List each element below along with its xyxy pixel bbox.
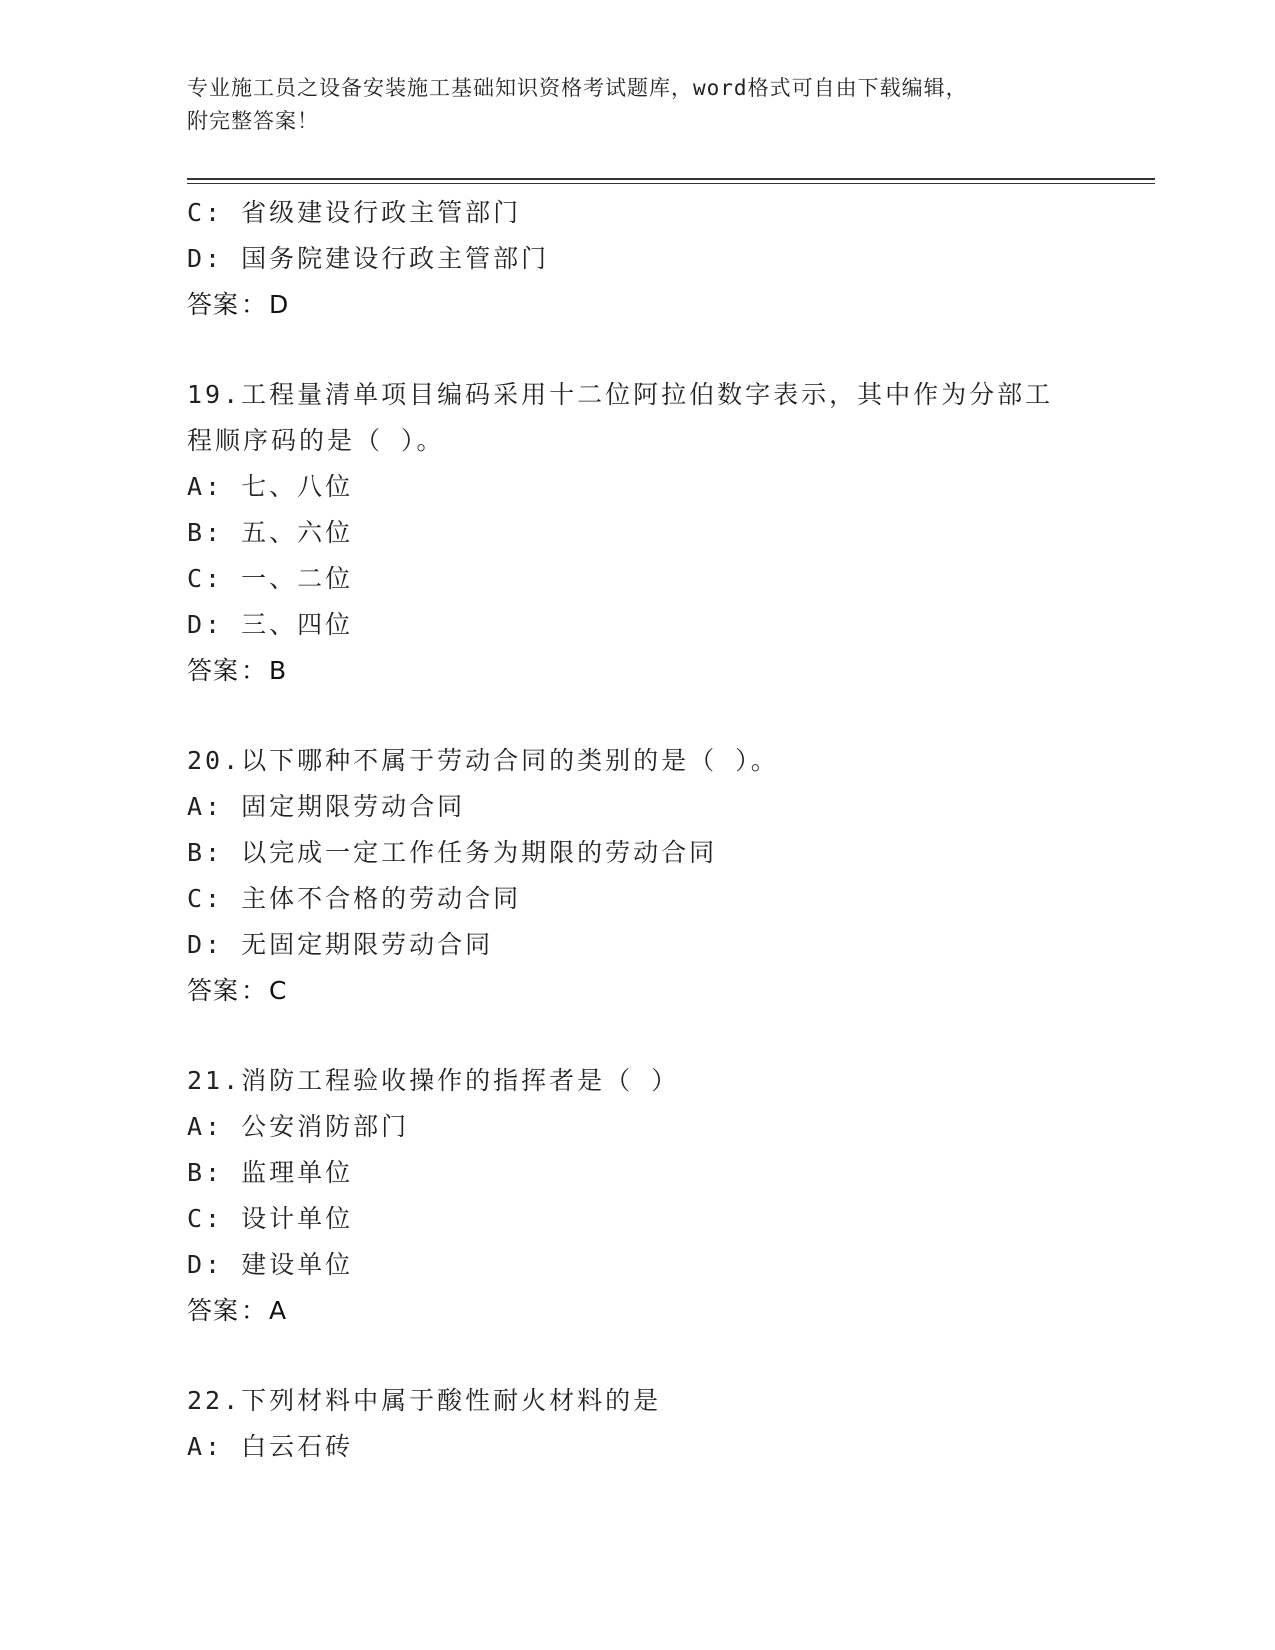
option-letter: A:: [187, 472, 224, 501]
option-c: [187, 556, 1155, 602]
option-text: 设计单位: [241, 1204, 354, 1233]
answer-value: C: [269, 976, 288, 1005]
option-text: 建设单位: [241, 1250, 354, 1279]
answer-separator: ：: [241, 976, 268, 1005]
option-letter: C:: [187, 198, 224, 227]
option-text: 省级建设行政主管部门: [241, 198, 522, 227]
option-d: [187, 1242, 1155, 1288]
option-text: 三、四位: [241, 610, 354, 639]
option-text: 固定期限劳动合同: [241, 792, 466, 821]
option-c: [187, 190, 1155, 236]
option-letter: D:: [187, 930, 224, 959]
question-text-line-1: 19.工程量清单项目编码采用十二位阿拉伯数字表示，其中作为分部工: [187, 380, 1054, 409]
answer-line: [187, 968, 1155, 1014]
option-text: 五、六位: [241, 518, 354, 547]
question-19: [187, 372, 1155, 694]
option-b: [187, 1150, 1155, 1196]
option-a: [187, 784, 1155, 830]
option-letter: C:: [187, 884, 224, 913]
option-text: 主体不合格的劳动合同: [241, 884, 522, 913]
answer-value: B: [269, 656, 288, 685]
answer-label: 答案: [187, 290, 240, 319]
option-text: 以完成一定工作任务为期限的劳动合同: [241, 838, 718, 867]
answer-separator: ：: [241, 656, 268, 685]
answer-line: [187, 648, 1155, 694]
answer-label: 答案: [187, 976, 240, 1005]
spacer: [187, 1334, 1155, 1378]
option-b: [187, 510, 1155, 556]
option-letter: B:: [187, 838, 224, 867]
option-text: 公安消防部门: [241, 1112, 410, 1141]
spacer: [187, 1014, 1155, 1058]
spacer: [187, 694, 1155, 738]
option-b: [187, 830, 1155, 876]
option-c: [187, 876, 1155, 922]
question-22: [187, 1378, 1155, 1470]
answer-value: A: [269, 1296, 288, 1325]
option-a: [187, 1424, 1155, 1470]
question-21: [187, 1058, 1155, 1334]
option-letter: A:: [187, 1112, 224, 1141]
answer-label: 答案: [187, 656, 240, 685]
answer-separator: ：: [241, 1296, 268, 1325]
option-letter: C:: [187, 1204, 224, 1233]
answer-label: 答案: [187, 1296, 240, 1325]
option-letter: A:: [187, 792, 224, 821]
header-line-1: 专业施工员之设备安装施工基础知识资格考试题库，word格式可自由下载编辑，: [187, 76, 968, 100]
spacer: [187, 328, 1155, 372]
option-d: [187, 922, 1155, 968]
option-c: [187, 1196, 1155, 1242]
answer-value: D: [269, 290, 290, 319]
option-text: 监理单位: [241, 1158, 354, 1187]
option-text: 一、二位: [241, 564, 354, 593]
question-20: [187, 738, 1155, 1014]
option-letter: D:: [187, 1250, 224, 1279]
option-letter: C:: [187, 564, 224, 593]
option-text: 七、八位: [241, 472, 354, 501]
option-a: [187, 464, 1155, 510]
question-text-line-2: 程顺序码的是（ ）。: [187, 426, 445, 455]
header-divider-thin: [187, 183, 1155, 184]
question-text-line-1: 22.下列材料中属于酸性耐火材料的是: [187, 1386, 662, 1415]
header-line-2: 附完整答案！: [187, 109, 319, 133]
option-letter: B:: [187, 1158, 224, 1187]
answer-separator: ：: [241, 290, 268, 319]
question-18: [187, 190, 1155, 328]
document-header: [187, 72, 1087, 138]
question-text-line-1: 21.消防工程验收操作的指挥者是（ ）: [187, 1066, 680, 1095]
option-d: [187, 602, 1155, 648]
header-divider: [187, 178, 1155, 180]
option-text: 无固定期限劳动合同: [241, 930, 494, 959]
option-text: 白云石砖: [241, 1432, 354, 1461]
question-list: [187, 190, 1155, 1470]
option-letter: B:: [187, 518, 224, 547]
option-a: [187, 1104, 1155, 1150]
option-letter: A:: [187, 1432, 224, 1461]
question-text-line-1: 20.以下哪种不属于劳动合同的类别的是（ ）。: [187, 746, 779, 775]
answer-line: [187, 1288, 1155, 1334]
option-letter: D:: [187, 244, 224, 273]
option-letter: D:: [187, 610, 224, 639]
answer-line: [187, 282, 1155, 328]
option-d: [187, 236, 1155, 282]
option-text: 国务院建设行政主管部门: [241, 244, 550, 273]
